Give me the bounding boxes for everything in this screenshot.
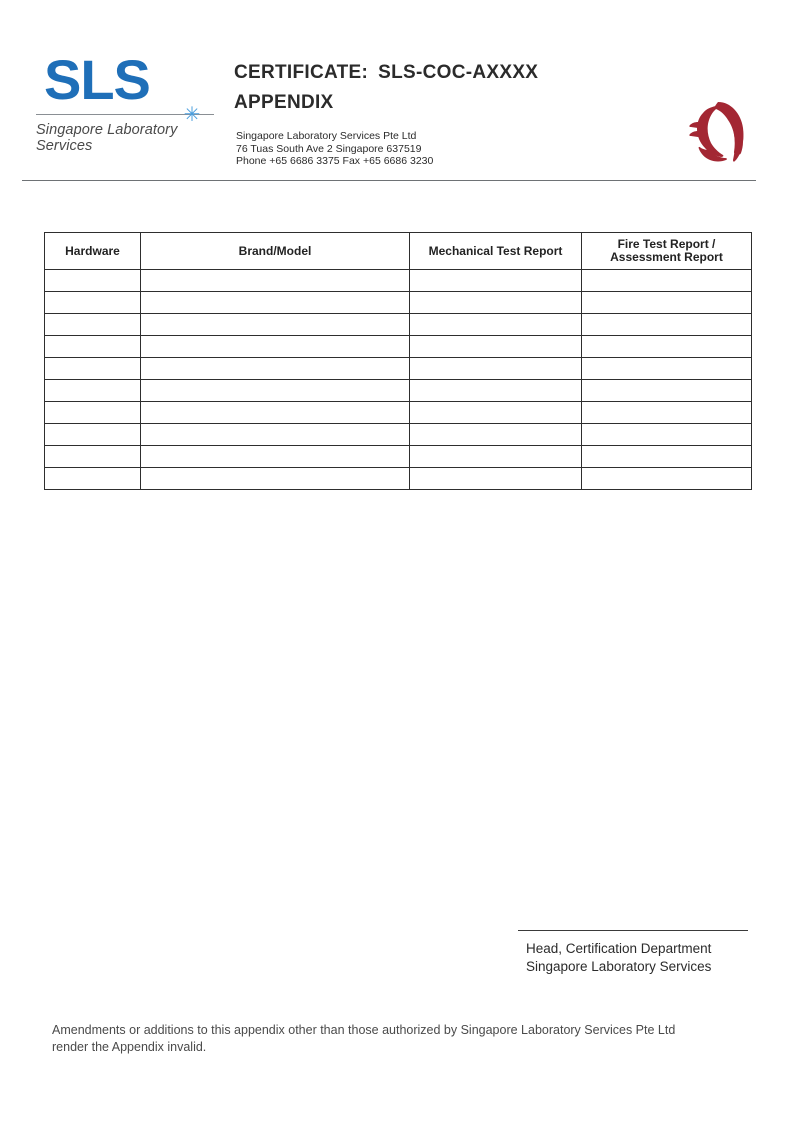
cell-fire-test-report[interactable] — [582, 402, 752, 424]
cell-hardware[interactable] — [45, 292, 141, 314]
sls-logo — [36, 48, 236, 154]
table-row[interactable] — [45, 314, 752, 336]
fire-header-line-1: Fire Test Report / — [617, 237, 716, 251]
cell-brand-model[interactable] — [141, 292, 410, 314]
certificate-title-line — [234, 58, 664, 88]
cell-fire-test-report[interactable] — [582, 314, 752, 336]
cell-hardware[interactable] — [45, 270, 141, 292]
signature-block — [518, 930, 750, 976]
column-header-mechanical-test-report: Mechanical Test Report — [410, 233, 582, 270]
cell-brand-model[interactable] — [141, 314, 410, 336]
cell-brand-model[interactable] — [141, 424, 410, 446]
address-street: 76 Tuas South Ave 2 Singapore 637519 — [236, 142, 422, 155]
column-header-fire-test-report — [582, 233, 752, 270]
cell-fire-test-report[interactable] — [582, 380, 752, 402]
cell-hardware[interactable] — [45, 424, 141, 446]
cell-fire-test-report[interactable] — [582, 336, 752, 358]
table-row[interactable] — [45, 292, 752, 314]
singapore-lion-head-icon — [688, 98, 760, 168]
table-row[interactable] — [45, 336, 752, 358]
address-contact: Phone +65 6686 3375 Fax +65 6686 3230 — [236, 155, 434, 167]
appendix-label: APPENDIX — [234, 92, 334, 113]
cell-brand-model[interactable] — [141, 468, 410, 490]
header-divider — [22, 180, 756, 181]
cell-mechanical-test-report[interactable] — [410, 270, 582, 292]
cell-mechanical-test-report[interactable] — [410, 358, 582, 380]
cell-mechanical-test-report[interactable] — [410, 314, 582, 336]
cell-mechanical-test-report[interactable] — [410, 336, 582, 358]
table-row[interactable] — [45, 424, 752, 446]
cell-brand-model[interactable] — [141, 446, 410, 468]
cell-mechanical-test-report[interactable] — [410, 424, 582, 446]
certificate-number: SLS-COC-AXXXX — [378, 62, 539, 83]
logo-rule-wrap — [36, 104, 236, 126]
signatory-organisation: Singapore Laboratory Services — [526, 959, 712, 974]
cell-hardware[interactable] — [45, 380, 141, 402]
table-row[interactable] — [45, 270, 752, 292]
table-row[interactable] — [45, 402, 752, 424]
cell-hardware[interactable] — [45, 314, 141, 336]
cell-fire-test-report[interactable] — [582, 358, 752, 380]
fire-header-line-2: Assessment Report — [610, 250, 723, 264]
column-header-hardware: Hardware — [45, 233, 141, 270]
cell-brand-model[interactable] — [141, 270, 410, 292]
cell-brand-model[interactable] — [141, 380, 410, 402]
cell-fire-test-report[interactable] — [582, 424, 752, 446]
cell-fire-test-report[interactable] — [582, 468, 752, 490]
cell-brand-model[interactable] — [141, 336, 410, 358]
hardware-table-head — [45, 233, 752, 270]
cell-fire-test-report[interactable] — [582, 270, 752, 292]
cell-mechanical-test-report[interactable] — [410, 292, 582, 314]
cell-hardware[interactable] — [45, 336, 141, 358]
table-row[interactable] — [45, 380, 752, 402]
footer-line-2: render the Appendix invalid. — [52, 1040, 207, 1054]
footer-line-1: Amendments or additions to this appendix other than those authorized by Singapore Laboratory Services Pte Ltd — [52, 1023, 676, 1037]
hardware-table-body — [45, 270, 752, 490]
table-header-row — [45, 233, 752, 270]
cell-hardware[interactable] — [45, 402, 141, 424]
address-company: Singapore Laboratory Services Pte Ltd — [236, 130, 417, 142]
document-header — [0, 0, 796, 182]
cell-brand-model[interactable] — [141, 402, 410, 424]
cell-fire-test-report[interactable] — [582, 292, 752, 314]
cell-brand-model[interactable] — [141, 358, 410, 380]
company-address — [236, 130, 536, 168]
table-row[interactable] — [45, 358, 752, 380]
certificate-label: CERTIFICATE: — [234, 62, 369, 83]
cell-hardware[interactable] — [45, 468, 141, 490]
column-header-brand-model: Brand/Model — [141, 233, 410, 270]
signatory-title: Head, Certification Department — [526, 941, 712, 956]
certificate-title-block — [234, 58, 664, 118]
cell-hardware[interactable] — [45, 358, 141, 380]
cell-mechanical-test-report[interactable] — [410, 468, 582, 490]
table-row[interactable] — [45, 446, 752, 468]
cell-mechanical-test-report[interactable] — [410, 380, 582, 402]
footer-disclaimer — [52, 1022, 742, 1056]
sls-tagline: Singapore Laboratory Services — [36, 122, 178, 154]
sparkle-star-icon: ✳ — [183, 104, 201, 126]
signature-rule — [518, 930, 748, 931]
table-row[interactable] — [45, 468, 752, 490]
cell-hardware[interactable] — [45, 446, 141, 468]
cell-mechanical-test-report[interactable] — [410, 402, 582, 424]
sls-wordmark: SLS — [44, 48, 150, 111]
cell-mechanical-test-report[interactable] — [410, 446, 582, 468]
cell-fire-test-report[interactable] — [582, 446, 752, 468]
hardware-table — [44, 232, 752, 490]
